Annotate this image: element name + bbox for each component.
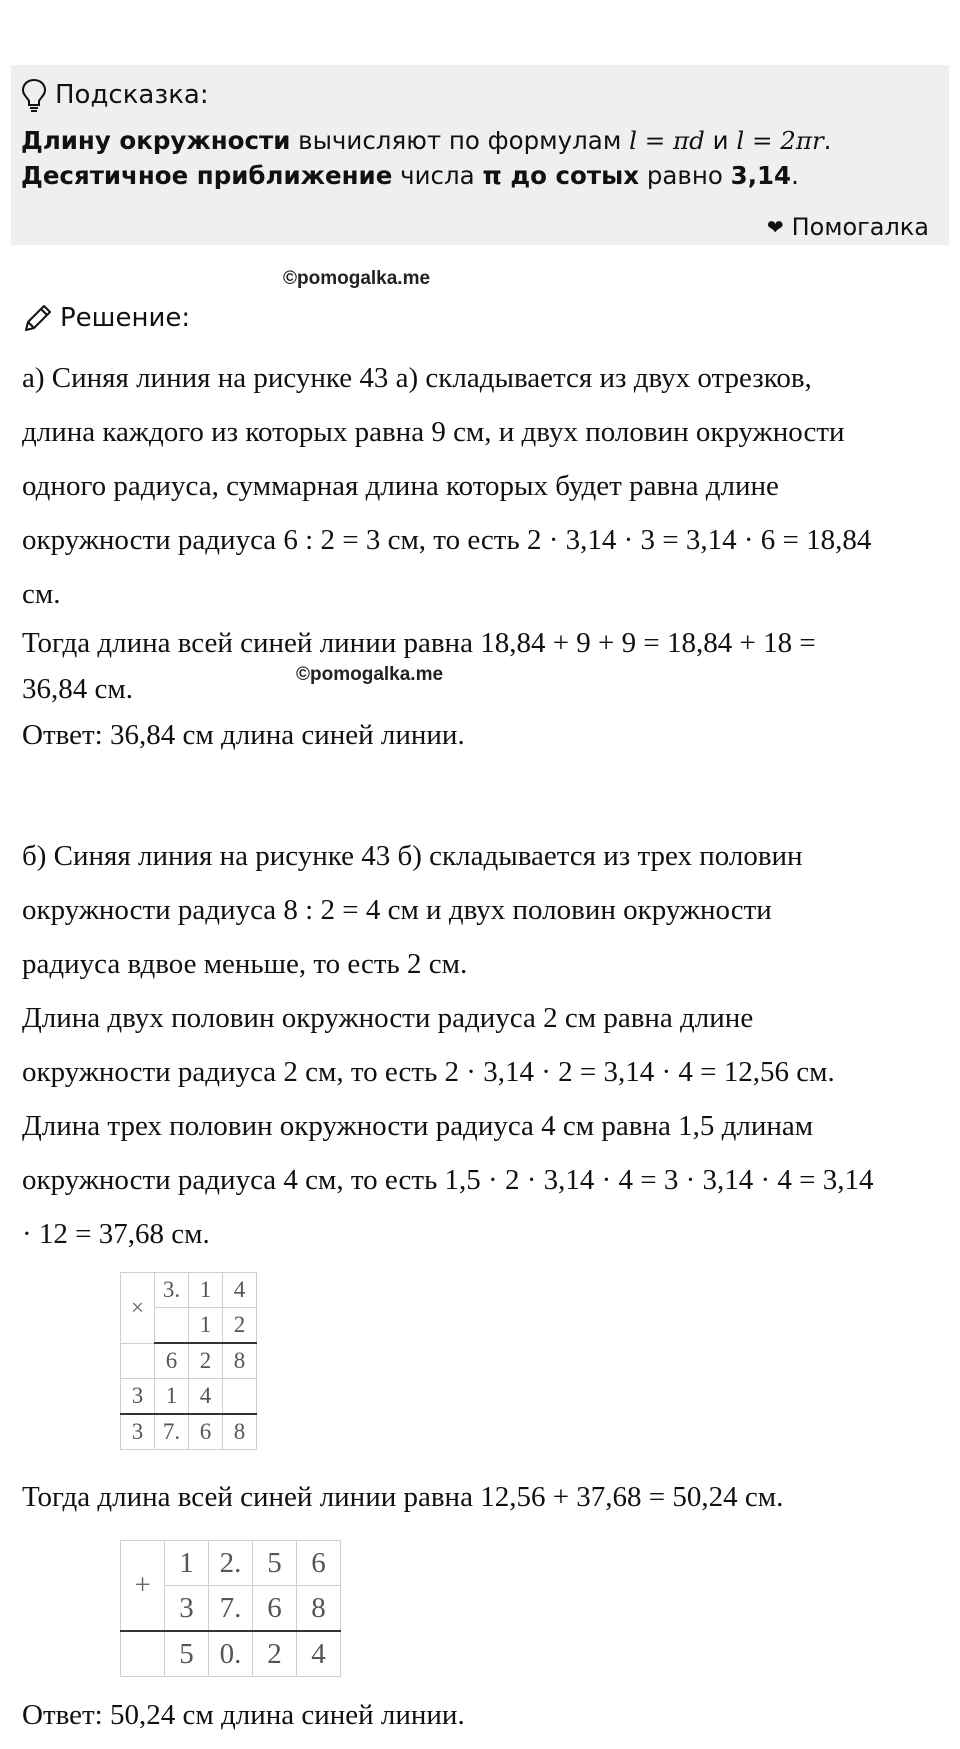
hint-credit[interactable] xyxy=(767,213,929,241)
table-cell: 6 xyxy=(297,1541,341,1586)
hint-text: и xyxy=(704,126,737,155)
text-line: радиуса вдвое меньше, то есть 2 см. xyxy=(22,948,468,980)
hint-text: вычисляют по формулам xyxy=(290,126,630,155)
table-cell: 6 xyxy=(189,1414,223,1450)
watermark: ©pomogalka.me xyxy=(296,664,444,685)
table-cell: 3. xyxy=(155,1273,189,1308)
table-cell: 7. xyxy=(209,1586,253,1632)
table-cell: 5 xyxy=(253,1541,297,1586)
text-line: см. xyxy=(22,578,61,610)
multiplication-table xyxy=(120,1272,257,1450)
hint-formula-radius: l = 2πr xyxy=(736,126,824,155)
hint-text: . xyxy=(791,161,799,190)
table-row xyxy=(121,1343,257,1379)
plus-sign: + xyxy=(121,1541,165,1632)
hint-term-decimal: Десятичное приближение xyxy=(21,161,393,190)
solution-part-a-result xyxy=(22,620,942,758)
table-cell: 6 xyxy=(253,1586,297,1632)
table-cell xyxy=(223,1379,257,1415)
watermark: ©pomogalka.me xyxy=(283,268,431,289)
hint-pi-value: 3,14 xyxy=(730,161,792,190)
table-cell: 1 xyxy=(189,1308,223,1344)
table-row xyxy=(121,1631,341,1677)
text-line: окружности радиуса 6 : 2 = 3 см, то есть 2 · 3,14 · 3 = 3,14 · 6 = 18,84 xyxy=(22,524,872,556)
hint-title: Подсказка: xyxy=(55,80,209,110)
table-row xyxy=(121,1414,257,1450)
hint-text: равно xyxy=(639,161,731,190)
answer-a: Ответ: 36,84 см длина синей линии. xyxy=(22,719,465,751)
text-line: одного радиуса, суммарная длина которых будет равна длине xyxy=(22,470,779,502)
table-cell: 2 xyxy=(253,1631,297,1677)
text-line: б) Синяя линия на рисунке 43 б) складывается из трех половин xyxy=(22,840,803,872)
text-line: длина каждого из которых равна 9 см, и двух половин окружности xyxy=(22,416,845,448)
hint-term-pi: π до сотых xyxy=(482,161,640,190)
table-cell: 6 xyxy=(155,1343,189,1379)
table-cell: 2 xyxy=(223,1308,257,1344)
final-answer: Ответ: 50,24 см длина синей линии. xyxy=(22,1699,465,1731)
solution-title: Решение: xyxy=(60,303,191,333)
table-cell xyxy=(155,1308,189,1344)
hint-box xyxy=(11,65,949,245)
table-row xyxy=(121,1273,257,1308)
solution-part-b xyxy=(22,829,942,1261)
table-cell: 3 xyxy=(121,1414,155,1450)
hint-text: числа xyxy=(392,161,483,190)
table-cell xyxy=(121,1631,165,1677)
hint-formula-line xyxy=(21,123,939,158)
table-row xyxy=(121,1379,257,1415)
table-cell: 8 xyxy=(223,1343,257,1379)
table-cell: 5 xyxy=(165,1631,209,1677)
table-cell: 4 xyxy=(189,1379,223,1415)
text-line: Длина двух половин окружности радиуса 2 см равна длине xyxy=(22,1002,754,1034)
multiply-sign: × xyxy=(121,1273,155,1344)
solution-heading xyxy=(22,302,190,334)
solution-part-a xyxy=(22,351,942,621)
hint-formula-diameter: l = πd xyxy=(629,126,705,155)
credit-label: Помогалка xyxy=(791,213,929,241)
table-cell xyxy=(121,1343,155,1379)
table-cell: 4 xyxy=(223,1273,257,1308)
addition-table xyxy=(120,1540,341,1677)
table-cell: 1 xyxy=(189,1273,223,1308)
table-cell: 1 xyxy=(165,1541,209,1586)
hint-pi-line xyxy=(21,158,939,193)
text-line: Длина трех половин окружности радиуса 4 см равна 1,5 длинам xyxy=(22,1110,814,1142)
text-line: окружности радиуса 8 : 2 = 4 см и двух половин окружности xyxy=(22,894,772,926)
hint-header xyxy=(21,73,939,117)
table-cell: 7. xyxy=(155,1414,189,1450)
text-line: 36,84 см. xyxy=(22,673,133,705)
text-line: · 12 = 37,68 см. xyxy=(22,1218,210,1250)
total-line: Тогда длина всей синей линии равна 12,56 + 37,68 = 50,24 см. xyxy=(22,1481,784,1513)
table-cell: 4 xyxy=(297,1631,341,1677)
pencil-icon xyxy=(22,302,54,334)
table-cell: 8 xyxy=(297,1586,341,1632)
hint-text: . xyxy=(823,126,832,155)
table-cell: 1 xyxy=(155,1379,189,1415)
text-line: а) Синяя линия на рисунке 43 а) складывается из двух отрезков, xyxy=(22,362,812,394)
hint-term-circumference: Длину окружности xyxy=(21,126,291,155)
table-cell: 2. xyxy=(209,1541,253,1586)
table-cell: 3 xyxy=(165,1586,209,1632)
table-cell: 0. xyxy=(209,1631,253,1677)
text-line: окружности радиуса 2 см, то есть 2 · 3,14 · 2 = 3,14 · 4 = 12,56 см. xyxy=(22,1056,835,1088)
text-line: окружности радиуса 4 см, то есть 1,5 · 2 · 3,14 · 4 = 3 · 3,14 · 4 = 3,14 xyxy=(22,1164,874,1196)
text-line: Тогда длина всей синей линии равна 18,84 + 9 + 9 = 18,84 + 18 = xyxy=(22,627,816,659)
table-row xyxy=(121,1541,341,1586)
heart-icon: ❤ xyxy=(766,215,784,239)
lightbulb-icon xyxy=(21,78,47,112)
table-cell: 2 xyxy=(189,1343,223,1379)
table-cell: 8 xyxy=(223,1414,257,1450)
table-cell: 3 xyxy=(121,1379,155,1415)
